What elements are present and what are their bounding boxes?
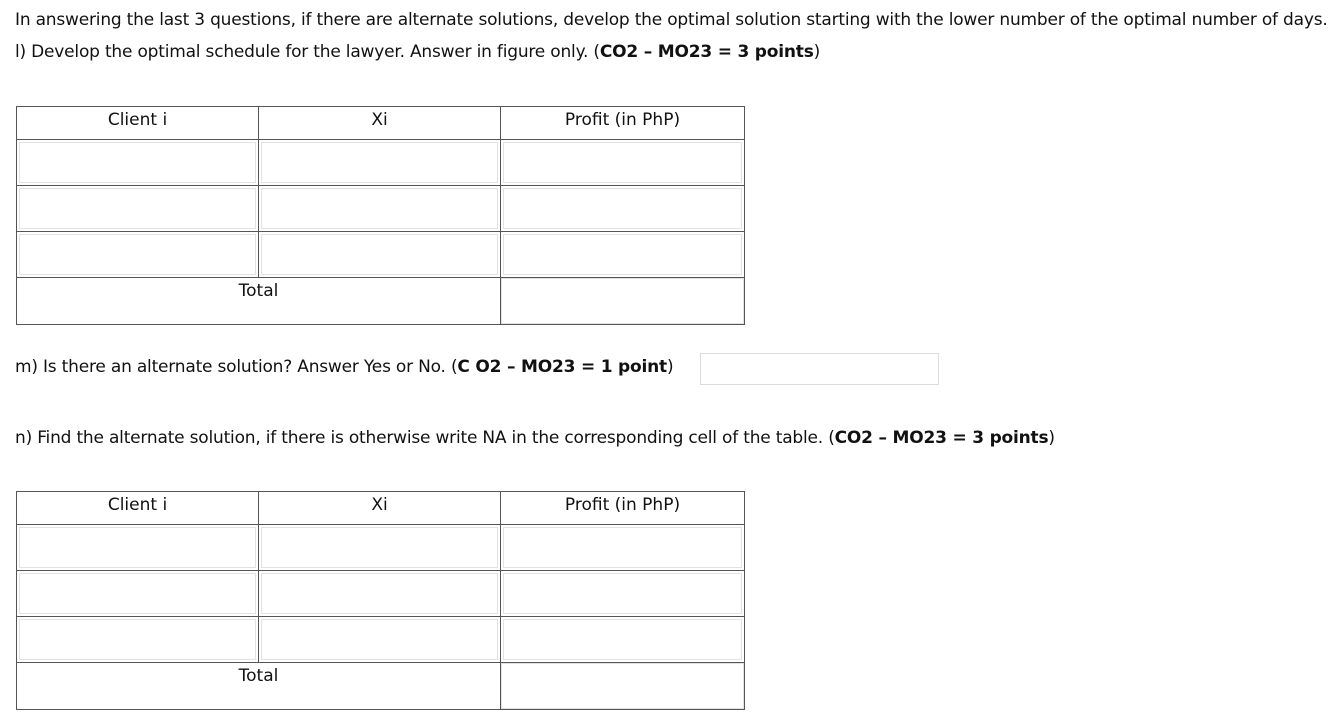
question-n-text: n) Find the alternate solution, if there is otherwise write NA in the corresponding cell of the table. ( (15, 428, 835, 448)
table-row (17, 140, 745, 186)
xi-input[interactable] (261, 234, 498, 275)
table-row (17, 232, 745, 278)
alternate-table (16, 491, 745, 710)
question-m (15, 357, 673, 377)
question-n-close: ) (1048, 428, 1055, 448)
header-profit: Profit (in PhP) (501, 492, 745, 525)
alternate-answer-input[interactable] (700, 353, 939, 385)
header-profit: Profit (in PhP) (501, 107, 745, 140)
question-l-close: ) (813, 42, 821, 62)
question-m-points: C O2 – MO23 = 1 point (457, 357, 667, 377)
profit-input[interactable] (503, 142, 742, 183)
table-row (17, 186, 745, 232)
question-l (15, 42, 820, 62)
client-input[interactable] (19, 142, 256, 183)
xi-input[interactable] (261, 619, 498, 660)
table-header-row (17, 107, 745, 140)
profit-input[interactable] (503, 619, 742, 660)
xi-input[interactable] (261, 573, 498, 614)
intro-text: In answering the last 3 questions, if there are alternate solutions, develop the optimal solution starting with the lower number of the optimal number of days. (15, 10, 1328, 30)
xi-input[interactable] (261, 527, 498, 568)
total-row (17, 663, 745, 710)
total-profit-input[interactable] (501, 278, 744, 324)
total-profit-input[interactable] (501, 663, 744, 709)
profit-input[interactable] (503, 527, 742, 568)
total-row (17, 278, 745, 325)
client-input[interactable] (19, 619, 256, 660)
schedule-table (16, 106, 745, 325)
question-m-text: m) Is there an alternate solution? Answer Yes or No. ( (15, 357, 458, 377)
client-input[interactable] (19, 234, 256, 275)
header-client: Client i (17, 107, 259, 140)
table-row (17, 525, 745, 571)
client-input[interactable] (19, 527, 256, 568)
profit-input[interactable] (503, 188, 742, 229)
question-m-close: ) (666, 357, 674, 377)
total-label: Total (17, 278, 501, 325)
client-input[interactable] (19, 573, 256, 614)
xi-input[interactable] (261, 142, 498, 183)
header-xi: Xi (259, 492, 501, 525)
question-l-points: CO2 – MO23 = 3 points (599, 42, 814, 62)
table-row (17, 571, 745, 617)
profit-input[interactable] (503, 573, 742, 614)
header-client: Client i (17, 492, 259, 525)
question-l-text: l) Develop the optimal schedule for the lawyer. Answer in figure only. ( (15, 42, 600, 62)
table-header-row (17, 492, 745, 525)
question-n (15, 428, 1055, 448)
client-input[interactable] (19, 188, 256, 229)
profit-input[interactable] (503, 234, 742, 275)
total-label: Total (17, 663, 501, 710)
xi-input[interactable] (261, 188, 498, 229)
question-n-points: CO2 – MO23 = 3 points (834, 428, 1049, 448)
table-row (17, 617, 745, 663)
header-xi: Xi (259, 107, 501, 140)
